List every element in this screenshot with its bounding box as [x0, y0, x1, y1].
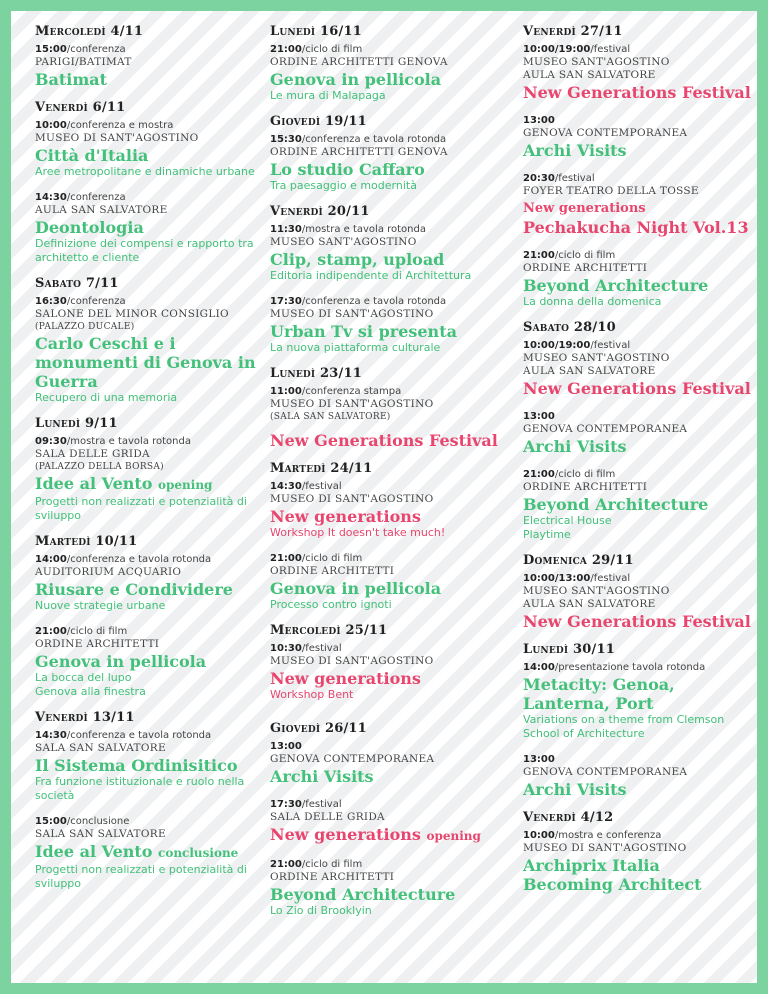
event-location: MUSEO SANT'AGOSTINO: [270, 236, 417, 248]
event-subtitle: Editoria indipendente di Architettura: [270, 269, 472, 282]
event-location: MUSEO DI SANT'AGOSTINO: [270, 308, 434, 320]
event-subtitle: Progetti non realizzati e potenzialità di sviluppo: [35, 863, 247, 890]
event-location: FOYER TEATRO DELLA TOSSE: [523, 185, 699, 197]
event-title: Genova in pellicola: [270, 579, 442, 598]
event-subtitle: Electrical House: [523, 514, 612, 527]
day-heading: Venerdì 27/11: [523, 24, 623, 39]
event-title: New generations opening: [270, 825, 481, 844]
event-time: 21:00/ciclo di film: [523, 250, 616, 261]
event-location-detail: AULA SAN SALVATORE: [523, 365, 656, 377]
event-location-detail: (SALA SAN SALVATORE): [270, 412, 391, 422]
event-time: 14:30/conferenza e tavola rotonda: [35, 730, 212, 741]
event-location: PARIGI/BATIMAT: [35, 56, 132, 68]
event-title: Genova in pellicola: [270, 70, 442, 89]
event-location: MUSEO DI SANT'AGOSTINO: [523, 842, 687, 854]
event-title: Archi Visits: [523, 780, 627, 799]
event-location: MUSEO SANT'AGOSTINO: [523, 56, 670, 68]
event-location: GENOVA CONTEMPORANEA: [523, 127, 688, 139]
event-subtitle: La nuova piattaforma culturale: [270, 341, 441, 354]
day-heading: Lunedì 30/11: [523, 642, 615, 657]
event-location: ORDINE ARCHITETTI GENOVA: [270, 56, 448, 68]
day-heading: Martedì 24/11: [270, 461, 373, 476]
day-heading: Giovedì 26/11: [270, 721, 367, 736]
event-time: 15:00/conclusione: [35, 816, 130, 827]
day-heading: Martedì 10/11: [35, 534, 138, 549]
day-heading: Mercoledì 4/11: [35, 24, 144, 39]
event-time: 10:30/festival: [270, 643, 342, 654]
event-location: ORDINE ARCHITETTI GENOVA: [270, 146, 448, 158]
event-title: Città d'Italia: [35, 146, 149, 165]
event-time: 14:00/conferenza e tavola rotonda: [35, 554, 212, 565]
event-location: AUDITORIUM ACQUARIO: [35, 566, 182, 578]
event-title: Il Sistema Ordinisitico: [35, 756, 238, 775]
event-location: MUSEO DI SANT'AGOSTINO: [270, 398, 434, 410]
event-location: GENOVA CONTEMPORANEA: [523, 766, 688, 778]
day-heading: Lunedì 9/11: [35, 416, 118, 431]
event-title: Batimat: [35, 70, 108, 89]
day-heading: Lunedì 23/11: [270, 366, 362, 381]
event-time: 11:30/mostra e tavola rotonda: [270, 224, 426, 235]
event-time: 16:30/conferenza: [35, 296, 126, 307]
event-subtitle: Workshop It doesn't take much!: [270, 526, 446, 539]
event-location-detail: (PALAZZO DUCALE): [35, 322, 135, 332]
event-location: MUSEO SANT'AGOSTINO: [523, 352, 670, 364]
column-3: [523, 23, 755, 894]
event-title: Archi Visits: [523, 141, 627, 160]
event-time: 17:30/festival: [270, 799, 342, 810]
event-title: New Generations Festival: [523, 612, 751, 631]
event-subtitle: Recupero di una memoria: [35, 391, 178, 404]
event-title: Riusare e Condividere: [35, 580, 233, 599]
poster: [11, 11, 757, 983]
event-location: MUSEO DI SANT'AGOSTINO: [270, 493, 434, 505]
day-heading: Venerdì 4/12: [523, 810, 614, 825]
event-subtitle: Nuove strategie urbane: [35, 599, 166, 612]
event-time: 21:00/ciclo di film: [270, 553, 363, 564]
event-time: 11:00/conferenza stampa: [270, 386, 402, 397]
event-title: New Generations Festival: [523, 83, 751, 102]
event-subtitle: Lo Zio di Brooklyin: [270, 904, 372, 917]
event-subtitle: La donna della domenica: [523, 295, 662, 308]
event-time: 10:00/19:00/festival: [523, 340, 631, 351]
event-location: AULA SAN SALVATORE: [35, 204, 168, 216]
event-title: Urban Tv si presenta: [270, 322, 457, 341]
event-time: 10:00/conferenza e mostra: [35, 120, 174, 131]
event-subtitle: Tra paesaggio e modernità: [270, 179, 417, 192]
event-title: Lo studio Caffaro: [270, 160, 425, 179]
event-time: 14:00/presentazione tavola rotonda: [523, 662, 706, 673]
event-title: Beyond Architecture: [270, 885, 456, 904]
event-time: 13:00: [523, 411, 555, 422]
event-title: Beyond Architecture: [523, 276, 709, 295]
day-heading: Venerdì 20/11: [270, 204, 370, 219]
event-subtitle: Fra funzione istituzionale e ruolo nella società: [35, 775, 245, 802]
event-time: 13:00: [523, 115, 555, 126]
event-title: New generations: [270, 669, 421, 688]
event-time: 21:00/ciclo di film: [523, 469, 616, 480]
event-title: New Generations Festival: [523, 379, 751, 398]
event-time: 10:00/19:00/festival: [523, 44, 631, 55]
event-location: ORDINE ARCHITETTI: [35, 638, 160, 650]
event-title: Clip, stamp, upload: [270, 250, 445, 269]
day-heading: Lunedì 16/11: [270, 24, 362, 39]
event-time: 21:00/ciclo di film: [35, 626, 128, 637]
event-location: SALA DELLE GRIDA: [35, 448, 150, 460]
event-location: GENOVA CONTEMPORANEA: [270, 753, 435, 765]
event-time: 15:30/conferenza e tavola rotonda: [270, 134, 447, 145]
day-heading: Giovedì 19/11: [270, 114, 367, 129]
event-title: Idee al Vento conclusione: [35, 842, 239, 861]
day-heading: Sabato 7/11: [35, 276, 119, 291]
event-subtitle: Processo contro ignoti: [270, 598, 392, 611]
event-time: 13:00: [523, 754, 555, 765]
event-location-detail: AULA SAN SALVATORE: [523, 598, 656, 610]
event-subtitle: Le mura di Malapaga: [270, 89, 386, 102]
event-time: 14:30/festival: [270, 481, 342, 492]
event-time: 10:00/mostra e conferenza: [523, 830, 662, 841]
event-time: 15:00/conferenza: [35, 44, 126, 55]
event-title: Carlo Ceschi e i monumenti di Genova in Guerra: [35, 334, 256, 391]
event-location: ORDINE ARCHITETTI: [523, 481, 648, 493]
event-title: Archiprix Italia Becoming Architect: [523, 856, 702, 894]
event-time: 10:00/13:00/festival: [523, 573, 631, 584]
event-location: SALA SAN SALVATORE: [35, 828, 166, 840]
event-time: 13:00: [270, 741, 302, 752]
event-time: 17:30/conferenza e tavola rotonda: [270, 296, 447, 307]
event-subtitle: La bocca del lupo: [35, 671, 132, 684]
event-location: SALA SAN SALVATORE: [35, 742, 166, 754]
event-location: ORDINE ARCHITETTI: [523, 262, 648, 274]
event-title: Deontologia: [35, 218, 144, 237]
event-subtitle: Progetti non realizzati e potenzialità di sviluppo: [35, 495, 247, 522]
event-title: Pechakucha Night Vol.13: [523, 218, 749, 237]
event-location: MUSEO DI SANT'AGOSTINO: [270, 655, 434, 667]
event-title: Metacity: Genoa, Lanterna, Port: [523, 675, 675, 713]
event-location: MUSEO DI SANT'AGOSTINO: [35, 132, 199, 144]
event-title: Genova in pellicola: [35, 652, 207, 671]
event-subtitle: Playtime: [523, 528, 571, 541]
event-subtitle: Variations on a theme from Clemson School of Architecture: [523, 713, 725, 740]
event-location: SALA DELLE GRIDA: [270, 811, 385, 823]
event-time: 21:00/ciclo di film: [270, 859, 363, 870]
event-title: New generations: [270, 507, 421, 526]
event-title: Idee al Vento opening: [35, 474, 213, 493]
event-title: Beyond Architecture: [523, 495, 709, 514]
event-title: New Generations Festival: [270, 431, 498, 450]
day-heading: Venerdì 13/11: [35, 710, 135, 725]
event-title: Archi Visits: [270, 767, 374, 786]
event-subtitle: Aree metropolitane e dinamiche urbane: [35, 165, 255, 178]
column-2: [270, 23, 520, 918]
event-location: ORDINE ARCHITETTI: [270, 565, 395, 577]
day-heading: Mercoledì 25/11: [270, 623, 388, 638]
day-heading: Domenica 29/11: [523, 553, 634, 568]
column-1: [35, 23, 267, 891]
day-heading: Sabato 28/10: [523, 320, 616, 335]
event-time: 09:30/mostra e tavola rotonda: [35, 436, 191, 447]
event-time: 21:00/ciclo di film: [270, 44, 363, 55]
event-subtitle: Definizione dei compensi e rapporto tra architetto e cliente: [35, 237, 254, 264]
event-location: ORDINE ARCHITETTI: [270, 871, 395, 883]
event-time: 14:30/conferenza: [35, 192, 126, 203]
event-title-prefix: New generations: [523, 201, 646, 216]
event-location: MUSEO SANT'AGOSTINO: [523, 585, 670, 597]
event-location: GENOVA CONTEMPORANEA: [523, 423, 688, 435]
day-heading: Venerdì 6/11: [35, 100, 126, 115]
event-subtitle: Workshop Bent: [270, 688, 354, 701]
event-location-detail: AULA SAN SALVATORE: [523, 69, 656, 81]
event-title: Archi Visits: [523, 437, 627, 456]
event-time: 20:30/festival: [523, 173, 595, 184]
event-location: SALONE DEL MINOR CONSIGLIO: [35, 308, 229, 320]
event-subtitle: Genova alla finestra: [35, 685, 146, 698]
event-location-detail: (PALAZZO DELLA BORSA): [35, 462, 164, 472]
